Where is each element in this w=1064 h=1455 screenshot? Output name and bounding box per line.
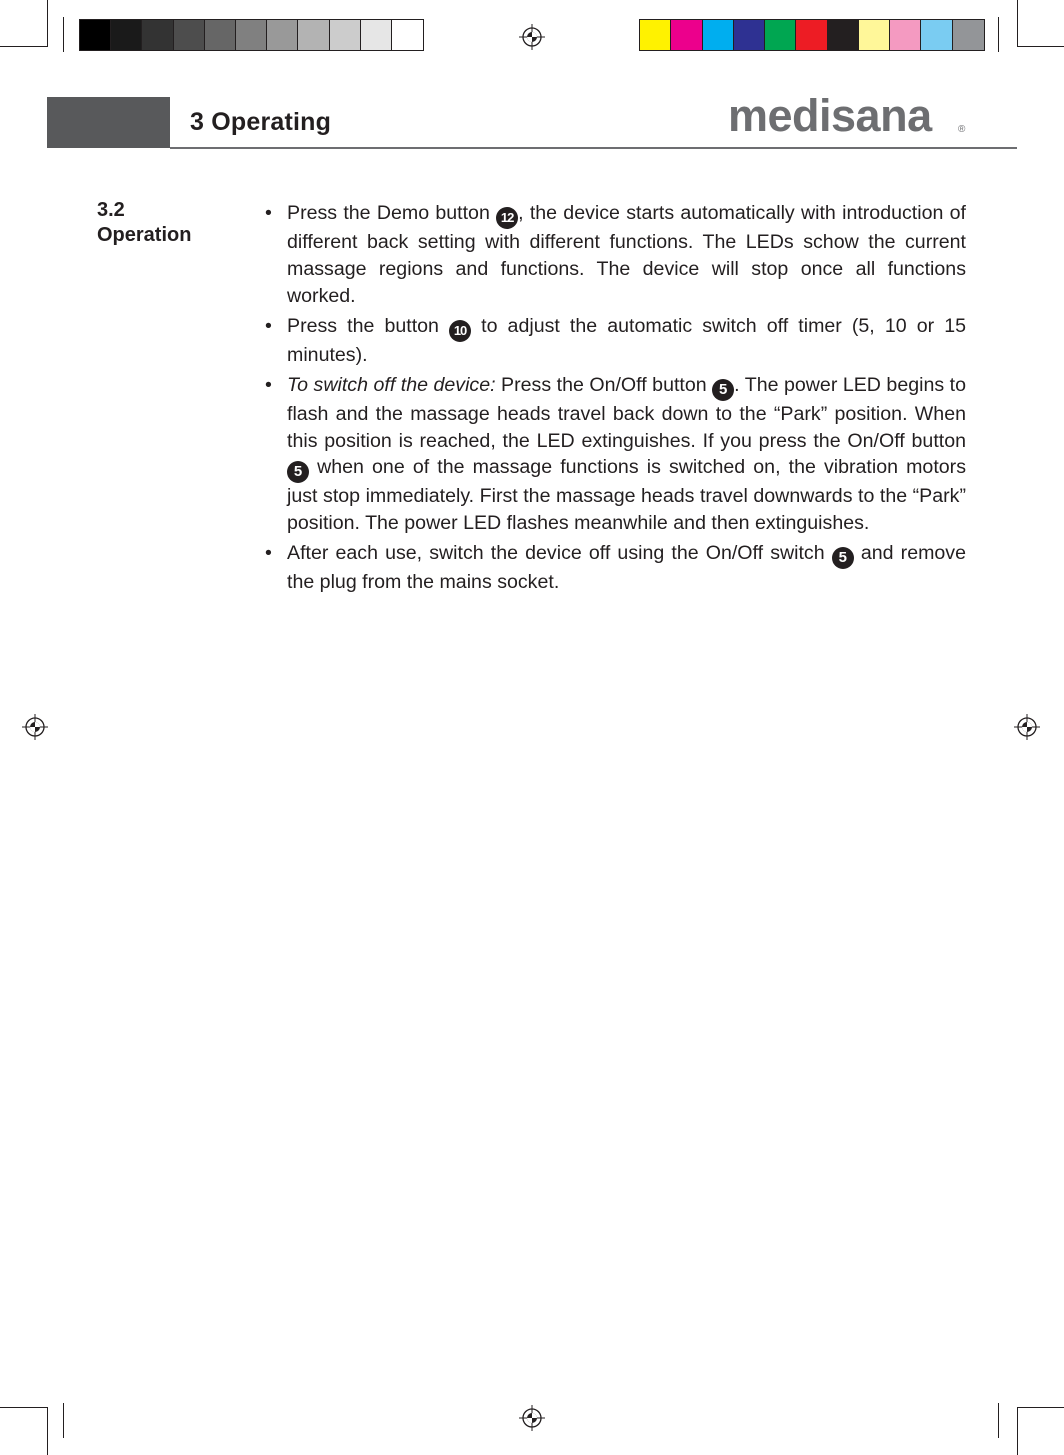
crop-mark [63,1403,64,1438]
color-swatch [330,20,361,50]
crop-mark [47,0,48,47]
instruction-text: Press the button [287,314,450,337]
crop-mark [1017,1407,1018,1455]
instruction-emphasis: To switch off the device: [287,373,496,396]
instruction-item [265,372,966,537]
registration-mark-icon [22,714,48,740]
color-swatch [734,20,765,50]
brand-logo: medisana [728,90,932,141]
color-swatch [267,20,298,50]
chapter-title: 3 Operating [190,108,332,136]
crop-mark [1017,46,1064,47]
color-swatch [859,20,890,50]
color-swatch [703,20,734,50]
color-swatch [828,20,859,50]
instruction-text: . The power LED begins to flash and the massage heads travel back down to the “Park” position. When this position is reached, the LED extinguishes. If you press the On/Off button [287,373,967,452]
grayscale-calibration-bar [79,19,424,51]
color-swatch [142,20,173,50]
crop-mark [998,17,999,52]
color-swatch [361,20,392,50]
registration-mark-icon [519,1405,545,1431]
crop-mark [0,46,47,47]
color-swatch [298,20,329,50]
control-number-badge-icon: 10 [449,320,471,342]
registered-mark: ® [958,124,966,135]
color-swatch [80,20,111,50]
color-swatch [921,20,952,50]
registration-mark-icon [1014,714,1040,740]
color-swatch [796,20,827,50]
crop-mark [998,1403,999,1438]
color-swatch [174,20,205,50]
instruction-text: , the device starts automatically with introduction of different back setting with different functions. The LEDs schow the current massage regions and functions. The device will stop once all functions worked. [287,202,966,307]
bullet-icon: • [265,373,272,396]
instruction-list [265,200,966,599]
control-number-badge-icon: 5 [287,461,309,483]
color-swatch [392,20,423,50]
section-heading: Operation [97,224,192,246]
color-swatch [640,20,671,50]
control-number-badge-icon: 5 [832,547,854,569]
color-swatch [236,20,267,50]
color-swatch [671,20,702,50]
control-number-badge-icon: 12 [496,207,518,229]
section-number: 3.2 [97,199,125,221]
instruction-item [265,540,966,596]
crop-mark [1017,1407,1064,1408]
color-swatch [205,20,236,50]
color-swatch [890,20,921,50]
instruction-item [265,313,966,369]
color-swatch [111,20,142,50]
control-number-badge-icon: 5 [712,379,734,401]
header-divider [170,147,1017,149]
instruction-text: when one of the massage functions is switched on, the vibration motors just stop immediately. First the massage heads travel downwards to the “Park” position. The power LED flashes meanwhile and then extinguishes. [287,456,966,535]
bullet-icon: • [265,542,272,565]
chapter-tab [47,97,170,148]
color-swatch [953,20,984,50]
instruction-item [265,200,966,309]
crop-mark [47,1407,48,1455]
instruction-text: to adjust the automatic switch off timer (5, 10 or 15 minutes). [287,314,966,366]
registration-mark-icon [519,24,545,50]
crop-mark [1017,0,1018,47]
bullet-icon: • [265,314,272,337]
crop-mark [0,1407,47,1408]
instruction-text: After each use, switch the device off using the On/Off switch [287,542,832,565]
instruction-text: Press the Demo button [287,202,497,224]
crop-mark [63,17,64,52]
bullet-icon: • [265,202,272,224]
color-calibration-bar [639,19,985,51]
color-swatch [765,20,796,50]
instruction-text: and remove the plug from the mains socket. [287,542,966,594]
instruction-text: Press the On/Off button [495,373,713,396]
